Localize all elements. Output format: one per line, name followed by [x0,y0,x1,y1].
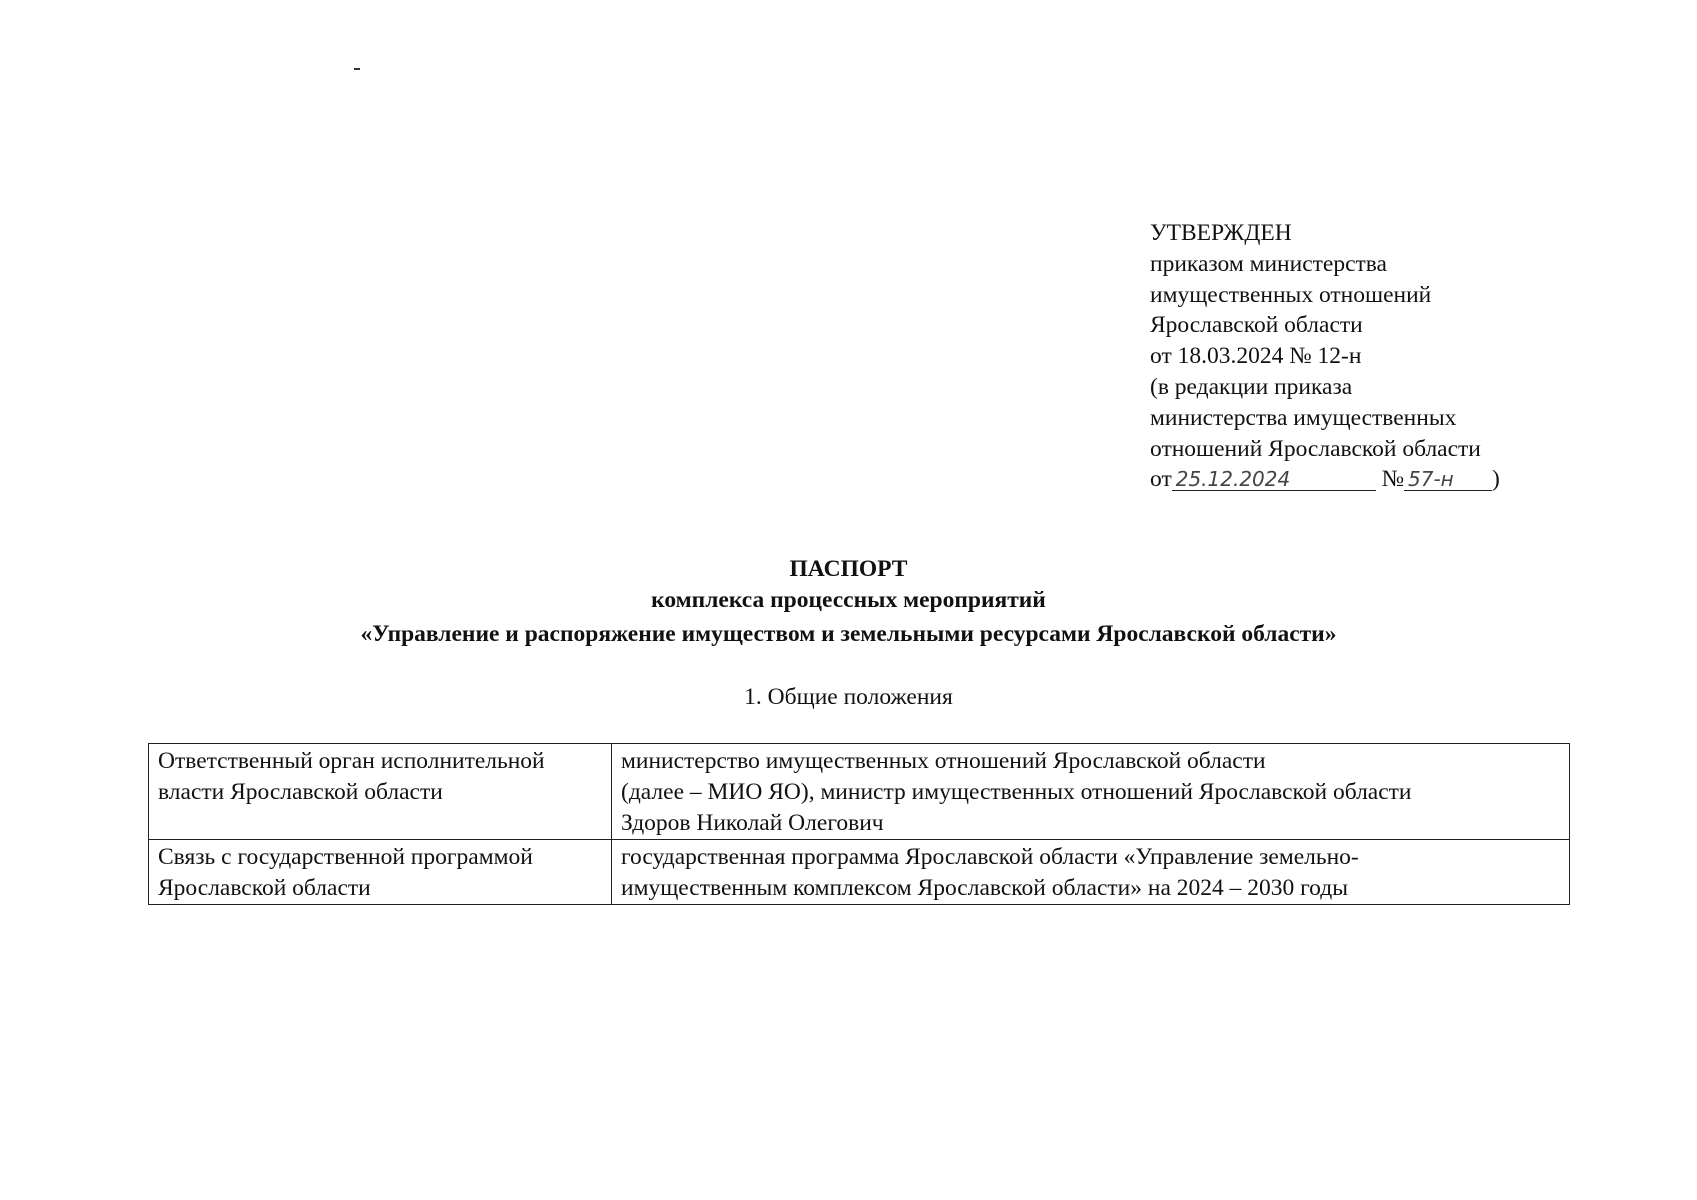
approval-line: имущественных отношений [1150,281,1432,308]
label-line: Ярославской области [158,875,371,901]
row-label [149,840,612,905]
value-line: министерство имущественных отношений Ярославской области [621,748,1266,774]
value-line: (далее – МИО ЯО), министр имущественных отношений Ярославской области [621,779,1412,805]
approval-line: приказом министерства [1150,250,1387,277]
document-subtitle: комплекса процессных мероприятий [651,587,1046,613]
prefix: от [1150,466,1172,493]
approval-amendment-line [1150,464,1500,495]
value-line: имущественным комплексом Ярославской области» на 2024 – 2030 годы [621,875,1348,901]
value-line: государственная программа Ярославской области «Управление земельно- [621,844,1359,870]
handwritten-date: 25.12.2024 [1172,468,1376,491]
section-heading: 1. Общие положения [744,684,953,710]
approval-line: отношений Ярославской области [1150,435,1481,462]
label-line: Ответственный орган исполнительной [158,748,545,774]
number-sign: № [1381,466,1405,493]
closing-paren: ) [1492,466,1500,493]
row-label [149,744,612,840]
label-line: Связь с государственной программой [158,844,533,870]
label-line: власти Ярославской области [158,779,443,805]
document-title: ПАСПОРТ [789,556,908,582]
scan-mark [354,68,360,70]
approval-line: от 18.03.2024 № 12-н [1150,343,1362,370]
row-value [612,840,1570,905]
approval-line: министерства имущественных [1150,404,1457,431]
approval-block [1150,218,1500,495]
table-row [149,744,1570,840]
approval-line: (в редакции приказа [1150,373,1353,400]
table-row [149,840,1570,905]
handwritten-number: 57-н [1404,468,1492,491]
row-value [612,744,1570,840]
approval-line: Ярославской области [1150,312,1363,339]
approval-heading: УТВЕРЖДЕН [1150,220,1292,246]
value-line: Здоров Николай Олегович [621,810,884,836]
general-provisions-table [148,743,1570,905]
document-subtitle-program: «Управление и распоряжение имуществом и земельными ресурсами Ярославской области» [360,621,1337,647]
